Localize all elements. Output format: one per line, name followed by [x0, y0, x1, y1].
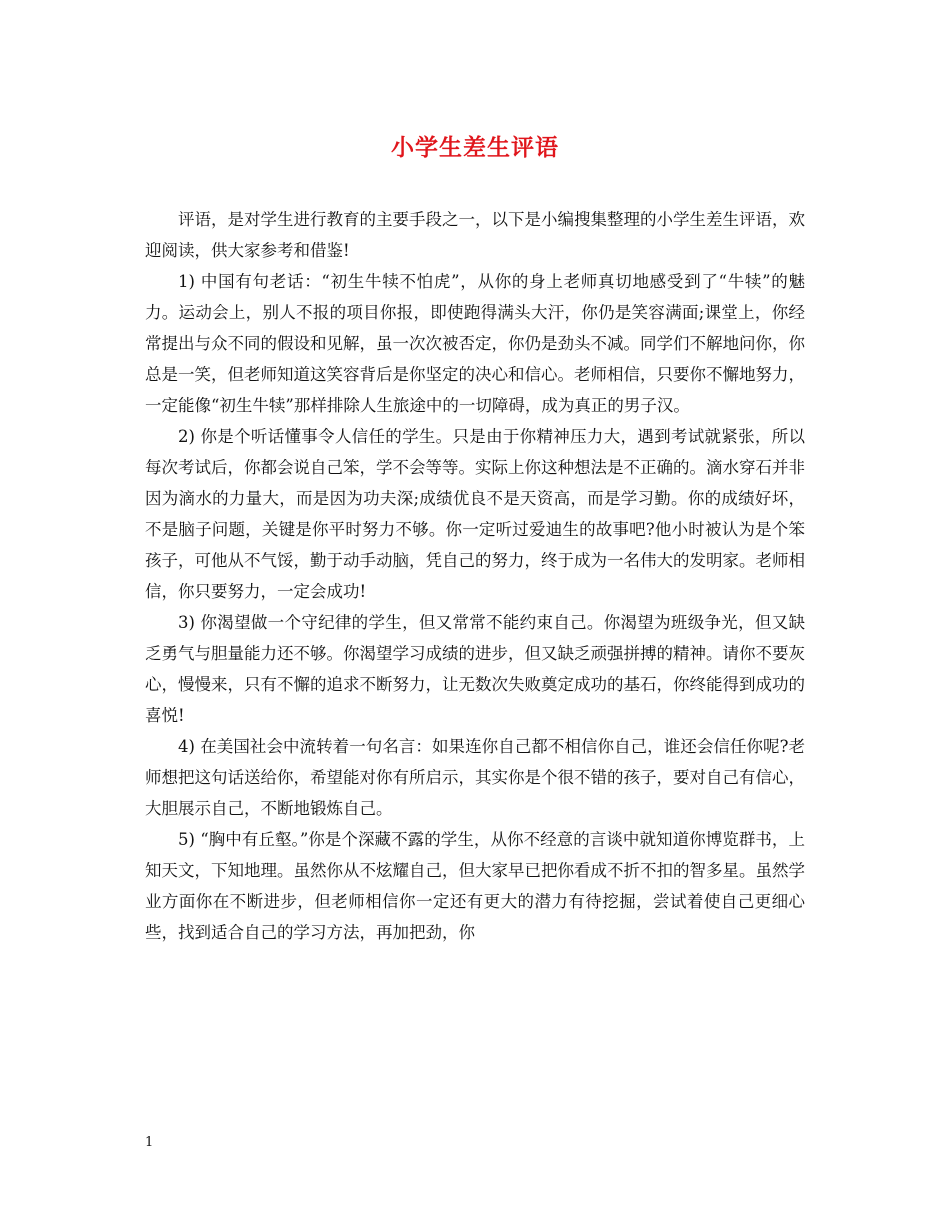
document-title: 小学生差生评语 [391, 134, 559, 161]
comment-paragraph-2: 2) 你是个听话懂事令人信任的学生。只是由于你精神压力大，遇到考试就紧张，所以每次考试后，你都会说自己笨，学不会等等。实际上你这种想法是不正确的。滴水穿石并非因为滴水的力量大，而是因为功夫深;成绩优良不是天资高，而是学习勤。你的成绩好坏，不是脑子问题，关键是你平时努力不够。你一定听过爱迪生的故事吧?他小时被认为是个笨孩子，可他从不气馁，勤于动手动脑，凭自己的努力，终于成为一名伟大的发明家。老师相信，你只要努力，一定会成功! [145, 427, 805, 601]
comment-paragraph-1: 1) 中国有句老话：“初生牛犊不怕虎”，从你的身上老师真切地感受到了“牛犊”的魅力。运动会上，别人不报的项目你报，即使跑得满头大汗，你仍是笑容满面;课堂上，你经常提出与众不同的假设和见解，虽一次次被否定，你仍是劲头不减。同学们不解地问你，你总是一笑，但老师知道这笑容背后是你坚定的决心和信心。老师相信，只要你不懈地努力，一定能像“初生牛犊”那样排除人生旅途中的一切障碍，成为真正的男子汉。 [145, 272, 805, 415]
comment-paragraph-3: 3) 你渴望做一个守纪律的学生，但又常常不能约束自己。你渴望为班级争光，但又缺乏勇气与胆量能力还不够。你渴望学习成绩的进步，但又缺乏顽强拼搏的精神。请你不要灰心，慢慢来，只有不懈的追求不断努力，让无数次失败奠定成功的基石，你终能得到成功的喜悦! [145, 613, 805, 725]
document-body [145, 204, 805, 948]
comment-paragraph-4: 4) 在美国社会中流转着一句名言：如果连你自己都不相信你自己，谁还会信任你呢?老师想把这句话送给你，希望能对你有所启示，其实你是个很不错的孩子，要对自己有信心，大胆展示自己，不断地锻炼自己。 [145, 737, 805, 818]
page-number: 1 [145, 1135, 154, 1150]
comment-paragraph-5: 5) “胸中有丘壑。”你是个深藏不露的学生，从你不经意的言谈中就知道你博览群书，上知天文，下知地理。虽然你从不炫耀自己，但大家早已把你看成不折不扣的智多星。虽然学业方面你在不断进步，但老师相信你一定还有更大的潜力有待挖掘，尝试着使自己更细心些，找到适合自己的学习方法，再加把劲，你 [145, 830, 805, 942]
intro-paragraph: 评语，是对学生进行教育的主要手段之一，以下是小编搜集整理的小学生差生评语，欢迎阅读，供大家参考和借鉴! [145, 210, 805, 260]
